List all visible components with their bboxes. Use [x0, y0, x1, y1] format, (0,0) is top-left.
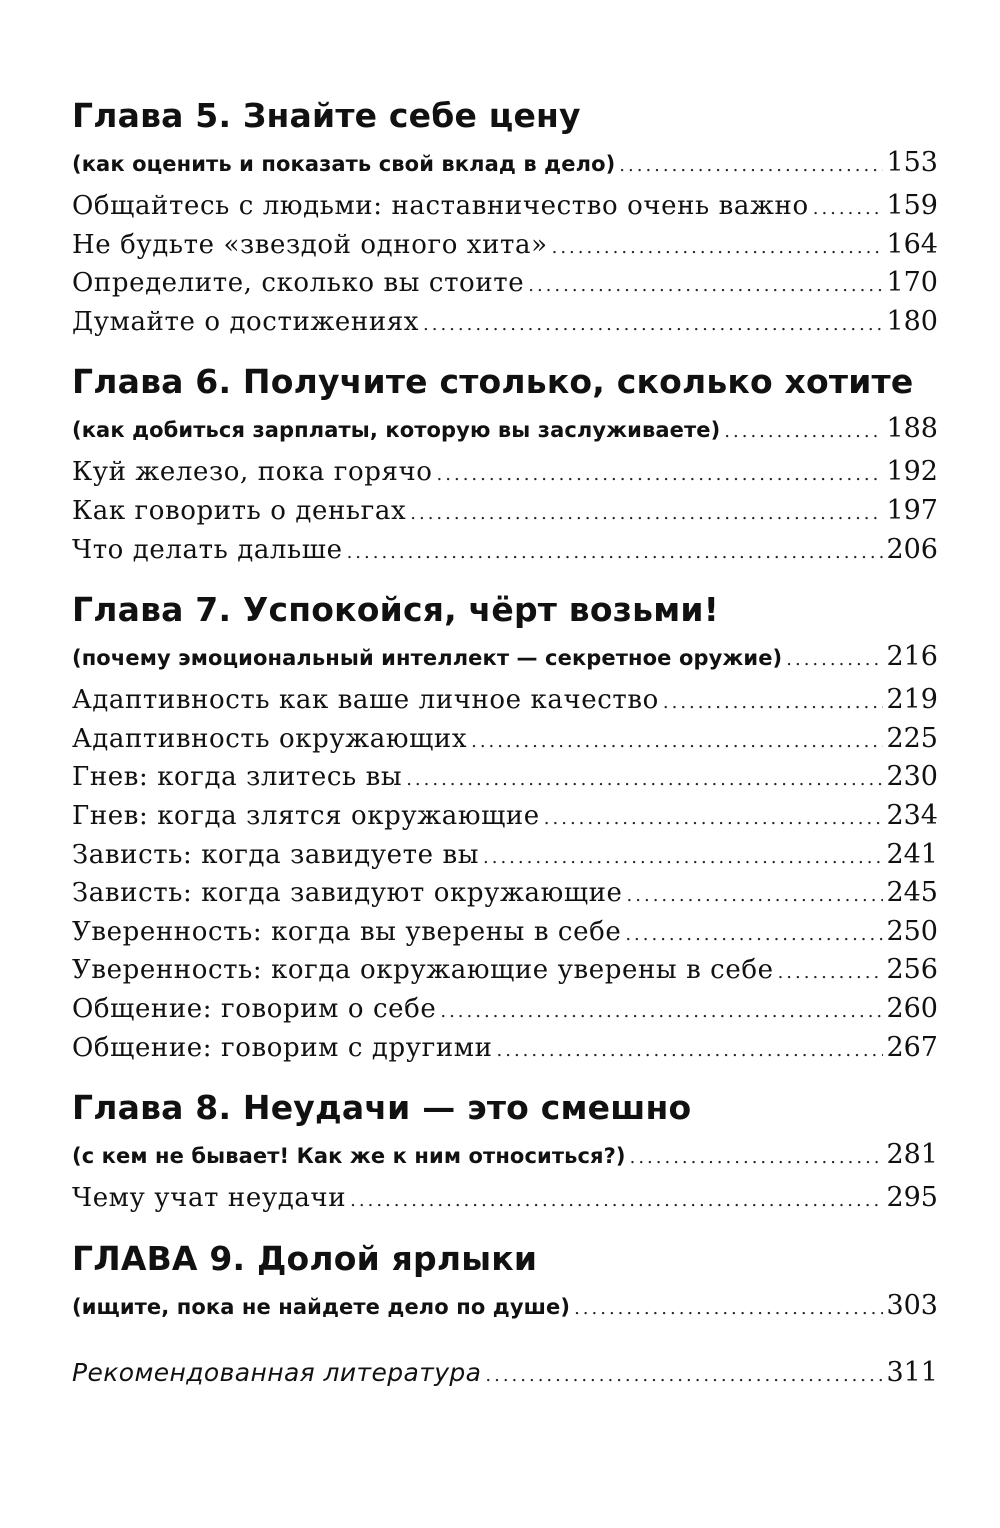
section-title: Куй железо, пока горячо	[72, 457, 433, 488]
toc-entry[interactable]	[72, 264, 938, 303]
page-number: 188	[886, 413, 938, 445]
section-title: Не будьте «звездой одного хита»	[72, 229, 548, 260]
chapter-subtitle-entry[interactable]	[72, 1133, 938, 1179]
chapter-6	[72, 361, 938, 569]
recommended-literature-title: Рекомендованная литература	[72, 1357, 482, 1387]
toc-entry[interactable]	[72, 758, 938, 797]
toc-entry[interactable]	[72, 913, 938, 952]
chapter-subtitle: (как добиться зарплаты, которую вы заслуживаете)	[72, 418, 721, 443]
section-title: Уверенность: когда вы уверены в себе	[72, 916, 622, 947]
chapter-title: Глава 6. Получите столько, сколько хотите	[72, 362, 914, 402]
page-number: 170	[886, 267, 938, 299]
chapter-title: Глава 5. Знайте себе цену	[72, 96, 581, 135]
chapter-subtitle-entry[interactable]	[72, 141, 938, 187]
chapter-subtitle-entry[interactable]	[72, 635, 938, 681]
toc-entry[interactable]	[72, 1179, 938, 1218]
toc-entry[interactable]	[72, 453, 938, 492]
chapter-subtitle: (как оценить и показать свой вклад в дело)	[72, 152, 616, 176]
dot-leader	[813, 190, 884, 228]
page-number: 281	[886, 1139, 938, 1171]
toc-entry[interactable]	[72, 836, 938, 875]
chapter-subtitle-entry[interactable]	[72, 407, 938, 453]
page-number: 225	[886, 722, 938, 754]
chapter-7	[72, 589, 938, 1067]
dot-leader	[544, 800, 884, 838]
page-number: 216	[886, 641, 938, 673]
dot-leader	[627, 877, 884, 915]
page-number: 197	[886, 494, 938, 526]
dot-leader	[724, 410, 883, 454]
toc-entry[interactable]	[72, 303, 938, 342]
chapter-title: Глава 7. Успокойся, чёрт возьми!	[72, 590, 719, 630]
section-title: Думайте о достижениях	[72, 306, 420, 337]
dot-leader	[423, 306, 883, 344]
toc-entry[interactable]	[72, 1029, 938, 1068]
toc-entry[interactable]	[72, 990, 938, 1029]
dot-leader	[483, 839, 883, 877]
page-number: 164	[886, 228, 938, 260]
page-number: 295	[886, 1182, 938, 1214]
page-number: 303	[886, 1289, 938, 1321]
toc-entry[interactable]	[72, 531, 938, 570]
chapter-subtitle-entry[interactable]	[72, 1284, 938, 1330]
dot-leader	[440, 993, 883, 1031]
section-title: Уверенность: когда окружающие уверены в себе	[72, 955, 774, 986]
page-number: 234	[886, 799, 938, 831]
page-number: 256	[886, 954, 938, 986]
dot-leader	[630, 1136, 884, 1180]
section-title: Общайтесь с людьми: наставничество очень важно	[72, 191, 809, 221]
page-number: 180	[886, 305, 938, 337]
section-title: Адаптивность окружающих	[72, 723, 468, 754]
dot-leader	[350, 1182, 883, 1220]
table-of-contents	[72, 95, 938, 1392]
section-title: Зависть: когда завидуете вы	[72, 839, 479, 870]
section-title: Чему учат неудачи	[72, 1183, 347, 1214]
page-number: 206	[886, 533, 938, 565]
dot-leader	[552, 229, 884, 267]
page-number: 245	[886, 877, 938, 909]
section-title: Зависть: когда завидуют окружающие	[72, 878, 623, 909]
toc-entry[interactable]	[72, 720, 938, 759]
dot-leader	[471, 723, 883, 761]
dot-leader	[663, 684, 884, 722]
page-number: 250	[886, 915, 938, 947]
page-number: 241	[886, 838, 938, 870]
dot-leader	[406, 761, 883, 799]
toc-entry[interactable]	[72, 681, 938, 720]
dot-leader	[497, 1032, 884, 1070]
dot-leader	[625, 916, 883, 954]
page-number: 267	[886, 1031, 938, 1063]
section-title: Адаптивность как ваше личное качество	[72, 685, 659, 716]
chapter-subtitle: (с кем не бывает! Как же к ним относиться?)	[72, 1144, 626, 1169]
dot-leader	[619, 144, 883, 188]
chapter-5	[72, 95, 938, 341]
chapter-subtitle: (ищите, пока не найдете дело по душе)	[72, 1294, 571, 1319]
section-title: Гнев: когда злитесь вы	[72, 762, 403, 793]
dot-leader	[778, 954, 884, 992]
chapter-9	[72, 1238, 938, 1330]
section-title: Что делать дальше	[72, 534, 343, 565]
page-number: 311	[886, 1356, 938, 1388]
page-number: 153	[886, 147, 938, 178]
dot-leader	[410, 495, 883, 533]
dot-leader	[437, 456, 884, 494]
dot-leader	[574, 1287, 883, 1331]
recommended-literature-entry[interactable]	[72, 1354, 938, 1393]
dot-leader	[528, 267, 883, 305]
toc-entry[interactable]	[72, 492, 938, 531]
section-title: Как говорить о деньгах	[72, 495, 407, 526]
section-title: Общение: говорим с другими	[72, 1032, 493, 1063]
toc-entry[interactable]	[72, 226, 938, 265]
toc-entry[interactable]	[72, 951, 938, 990]
page-number: 219	[886, 684, 938, 716]
section-title: Гнев: когда злятся окружающие	[72, 800, 540, 831]
chapter-8	[72, 1087, 938, 1218]
dot-leader	[786, 638, 883, 682]
section-title: Определите, сколько вы стоите	[72, 268, 525, 299]
page-number: 260	[886, 992, 938, 1024]
toc-entry[interactable]	[72, 874, 938, 913]
dot-leader	[347, 534, 884, 572]
page-number: 192	[886, 456, 938, 488]
toc-entry[interactable]	[72, 797, 938, 836]
page-number: 230	[886, 761, 938, 793]
toc-entry[interactable]	[72, 187, 938, 226]
page-number: 159	[886, 190, 938, 221]
chapter-subtitle: (почему эмоциональный интеллект — секретное оружие)	[72, 646, 783, 671]
section-title: Общение: говорим о себе	[72, 993, 437, 1024]
chapter-title: ГЛАВА 9. Долой ярлыки	[72, 1238, 538, 1278]
chapter-title: Глава 8. Неудачи — это смешно	[72, 1088, 692, 1128]
dot-leader	[485, 1357, 883, 1395]
